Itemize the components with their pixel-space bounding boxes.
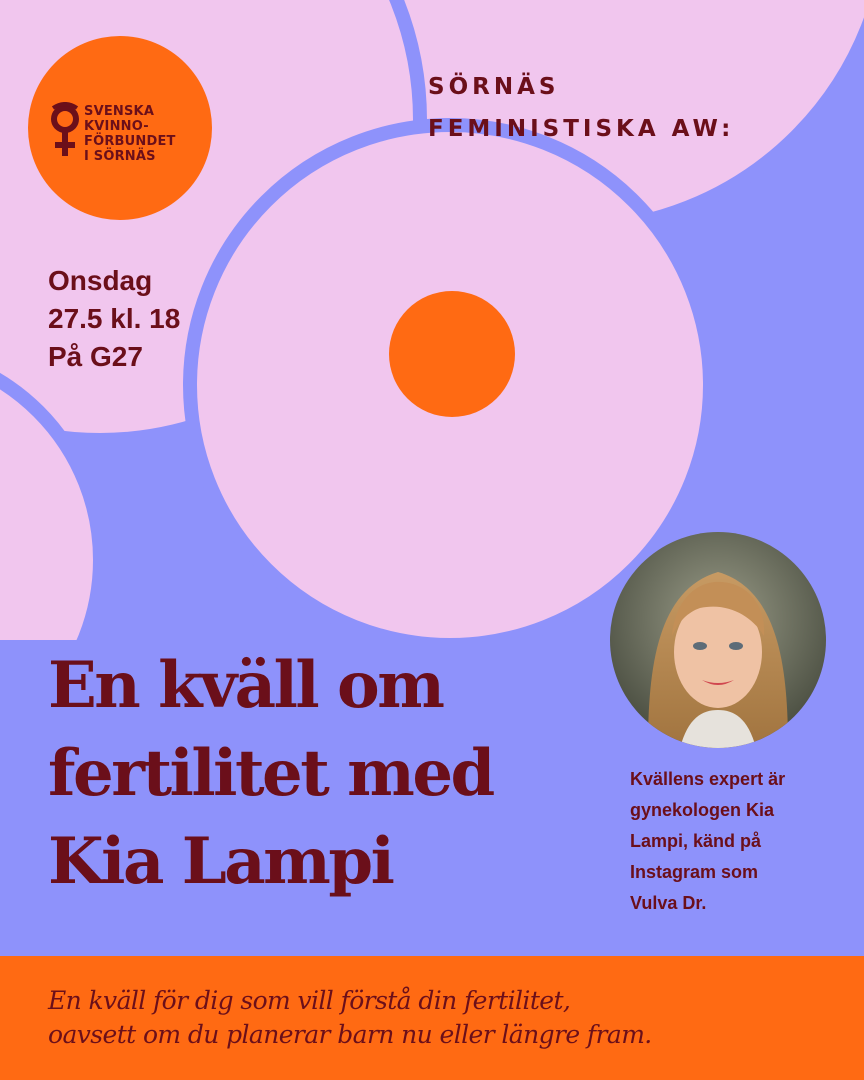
- footer-line-2: oavsett om du planerar barn nu eller längre fram.: [48, 1020, 652, 1049]
- expert-line-5: Vulva Dr.: [630, 893, 707, 913]
- logo-line-1: SVENSKA: [84, 104, 155, 119]
- expert-line-4: Instagram som: [630, 862, 759, 882]
- organization-logo: [28, 36, 212, 220]
- venus-symbol-icon: [50, 102, 80, 162]
- event-day: Onsdag: [48, 265, 153, 296]
- headline: [48, 642, 608, 906]
- organization-name: [84, 104, 176, 164]
- series-title: [428, 66, 734, 150]
- event-datetime: 27.5 kl. 18: [48, 303, 181, 334]
- headline-line-3: Kia Lampi: [48, 824, 393, 899]
- expert-description: [630, 764, 830, 919]
- expert-line-2: gynekologen Kia: [630, 800, 775, 820]
- speaker-portrait: [610, 532, 826, 748]
- headline-line-1: En kväll om: [48, 648, 443, 723]
- logo-line-2: KVINNO-: [84, 119, 149, 134]
- expert-line-1: Kvällens expert är: [630, 769, 786, 789]
- footer-tagline: [48, 984, 652, 1052]
- expert-line-3: Lampi, känd på: [630, 831, 762, 851]
- event-details: [48, 262, 180, 376]
- orange-dot: [389, 291, 515, 417]
- logo-line-3: FÖRBUNDET: [84, 134, 176, 149]
- headline-line-2: fertilitet med: [48, 736, 493, 811]
- logo-line-4: I SÖRNÄS: [84, 149, 156, 164]
- series-title-line-2: FEMINISTISKA AW:: [428, 116, 735, 142]
- event-venue: På G27: [48, 341, 143, 372]
- series-title-line-1: SÖRNÄS: [428, 74, 560, 100]
- speaker-photo: [610, 532, 826, 748]
- footer-line-1: En kväll för dig som vill förstå din fertilitet,: [48, 986, 571, 1015]
